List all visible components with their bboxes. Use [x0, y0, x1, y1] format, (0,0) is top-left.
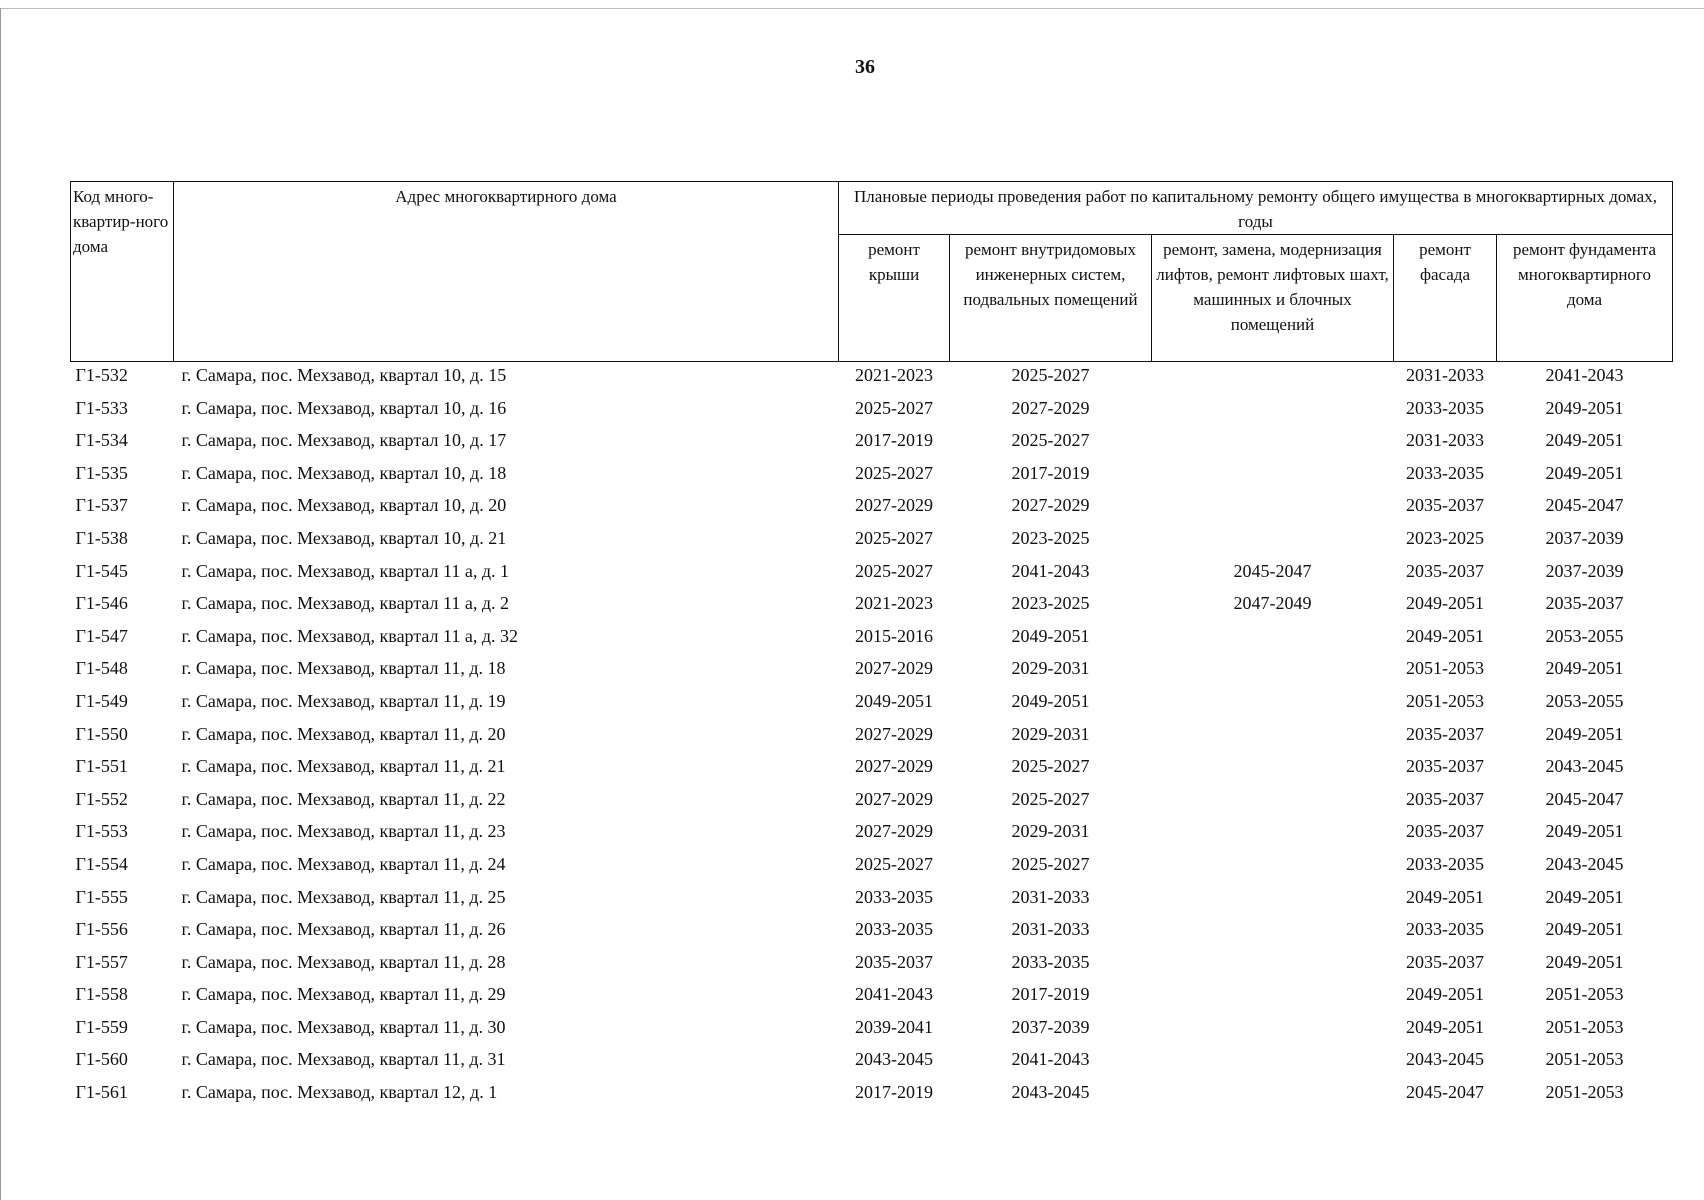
table-row: [71, 884, 1673, 917]
page-number: 36: [855, 56, 875, 78]
table-header: [71, 182, 1673, 362]
lifts-period: [1152, 362, 1394, 395]
systems-period: 2017-2019: [1011, 984, 1090, 1005]
table-row: [71, 460, 1673, 493]
foundation-period: 2041-2043: [1545, 365, 1624, 385]
foundation-period: 2051-2053: [1545, 984, 1624, 1005]
house-code: Г1-557: [75, 951, 128, 972]
table-row: [71, 949, 1673, 982]
house-code: Г1-551: [75, 756, 128, 777]
foundation-period: 2051-2053: [1545, 1016, 1624, 1037]
house-address: г. Самара, пос. Мехзавод, квартал 12, д. 1: [181, 1082, 498, 1103]
table-row: [71, 525, 1673, 558]
house-address: г. Самара, пос. Мехзавод, квартал 11, д. 20: [181, 723, 506, 744]
foundation-period: 2049-2051: [1545, 919, 1624, 940]
house-code: Г1-554: [75, 853, 128, 874]
house-code: Г1-555: [75, 886, 128, 907]
roof-period: 2025-2027: [855, 560, 933, 581]
lifts-period: [1152, 916, 1394, 949]
facade-period: 2031-2033: [1406, 365, 1484, 385]
roof-period: 2025-2027: [855, 397, 933, 418]
facade-period: 2035-2037: [1406, 495, 1484, 516]
lifts-period: [1152, 688, 1394, 721]
table-row: [71, 1079, 1673, 1112]
foundation-period: 2045-2047: [1545, 788, 1624, 809]
roof-period: 2021-2023: [855, 365, 933, 385]
header-foundation: ремонт фундамента многоквартирного дома: [1497, 235, 1673, 362]
facade-period: 2051-2053: [1406, 690, 1484, 711]
systems-period: 2027-2029: [1011, 495, 1090, 516]
house-address: г. Самара, пос. Мехзавод, квартал 10, д. 16: [181, 397, 507, 418]
table-row: [71, 721, 1673, 754]
systems-period: 2033-2035: [1011, 951, 1090, 972]
lifts-period: [1152, 753, 1394, 786]
table-row: [71, 590, 1673, 623]
table-row: [71, 786, 1673, 819]
roof-period: 2033-2035: [855, 886, 933, 907]
foundation-period: 2049-2051: [1545, 821, 1624, 842]
foundation-period: 2049-2051: [1545, 723, 1624, 744]
house-address: г. Самара, пос. Мехзавод, квартал 11, д. 23: [181, 821, 506, 842]
house-address: г. Самара, пос. Мехзавод, квартал 11, д. 31: [181, 1049, 506, 1070]
systems-period: 2037-2039: [1011, 1016, 1090, 1037]
systems-period: 2029-2031: [1011, 821, 1090, 842]
foundation-period: 2045-2047: [1545, 495, 1624, 516]
systems-period: 2027-2029: [1011, 397, 1090, 418]
house-code: Г1-548: [75, 658, 128, 679]
table-body: [71, 362, 1673, 1112]
lifts-period: 2045-2047: [1233, 560, 1312, 581]
systems-period: 2029-2031: [1011, 723, 1090, 744]
facade-period: 2045-2047: [1406, 1082, 1484, 1103]
roof-period: 2025-2027: [855, 462, 933, 483]
table-row: [71, 688, 1673, 721]
roof-period: 2027-2029: [855, 788, 933, 809]
lifts-period: [1152, 525, 1394, 558]
house-address: г. Самара, пос. Мехзавод, квартал 11, д. 24: [181, 853, 506, 874]
lifts-period: 2047-2049: [1233, 593, 1312, 614]
roof-period: 2017-2019: [855, 430, 933, 451]
systems-period: 2023-2025: [1011, 593, 1090, 614]
lifts-period: [1152, 818, 1394, 851]
systems-period: 2025-2027: [1011, 430, 1090, 451]
house-code: Г1-547: [75, 625, 128, 646]
systems-period: 2023-2025: [1011, 527, 1090, 548]
facade-period: 2049-2051: [1406, 593, 1484, 614]
header-facade: ремонт фасада: [1394, 235, 1497, 362]
facade-period: 2035-2037: [1406, 723, 1484, 744]
house-code: Г1-538: [75, 527, 128, 548]
facade-period: 2033-2035: [1406, 397, 1484, 418]
roof-period: 2041-2043: [855, 984, 933, 1005]
house-address: г. Самара, пос. Мехзавод, квартал 10, д. 21: [181, 527, 507, 548]
facade-period: 2049-2051: [1406, 625, 1484, 646]
systems-period: 2025-2027: [1011, 365, 1090, 385]
lifts-period: [1152, 851, 1394, 884]
systems-period: 2025-2027: [1011, 853, 1090, 874]
roof-period: 2035-2037: [855, 951, 933, 972]
house-address: г. Самара, пос. Мехзавод, квартал 11 а, д. 2: [181, 593, 510, 614]
facade-period: 2035-2037: [1406, 788, 1484, 809]
table-row: [71, 492, 1673, 525]
house-code: Г1-550: [75, 723, 128, 744]
facade-period: 2043-2045: [1406, 1049, 1484, 1070]
table-row: [71, 981, 1673, 1014]
house-code: Г1-558: [75, 984, 128, 1005]
table-row: [71, 1046, 1673, 1079]
roof-period: 2027-2029: [855, 723, 933, 744]
house-address: г. Самара, пос. Мехзавод, квартал 11, д. 28: [181, 951, 506, 972]
facade-period: 2035-2037: [1406, 821, 1484, 842]
roof-period: 2021-2023: [855, 593, 933, 614]
roof-period: 2027-2029: [855, 495, 933, 516]
roof-period: 2043-2045: [855, 1049, 933, 1070]
house-address: г. Самара, пос. Мехзавод, квартал 11, д. 26: [181, 919, 506, 940]
capital-repair-table: [70, 181, 1673, 1112]
roof-period: 2015-2016: [855, 625, 933, 646]
house-address: г. Самара, пос. Мехзавод, квартал 11, д. 22: [181, 788, 506, 809]
foundation-period: 2049-2051: [1545, 462, 1624, 483]
lifts-period: [1152, 623, 1394, 656]
lifts-period: [1152, 492, 1394, 525]
foundation-period: 2049-2051: [1545, 886, 1624, 907]
foundation-period: 2051-2053: [1545, 1049, 1624, 1070]
table-row: [71, 1014, 1673, 1047]
roof-period: 2027-2029: [855, 658, 933, 679]
lifts-period: [1152, 395, 1394, 428]
facade-period: 2035-2037: [1406, 951, 1484, 972]
house-code: Г1-535: [75, 462, 128, 483]
header-address: Адрес многоквартирного дома: [174, 182, 839, 362]
roof-period: 2039-2041: [855, 1016, 933, 1037]
table-row: [71, 623, 1673, 656]
house-code: Г1-556: [75, 919, 128, 940]
facade-period: 2049-2051: [1406, 1016, 1484, 1037]
house-code: Г1-560: [75, 1049, 128, 1070]
foundation-period: 2053-2055: [1545, 625, 1624, 646]
lifts-period: [1152, 655, 1394, 688]
facade-period: 2035-2037: [1406, 756, 1484, 777]
facade-period: 2049-2051: [1406, 984, 1484, 1005]
facade-period: 2031-2033: [1406, 430, 1484, 451]
facade-period: 2035-2037: [1406, 560, 1484, 581]
lifts-period: [1152, 786, 1394, 819]
foundation-period: 2035-2037: [1545, 593, 1624, 614]
systems-period: 2041-2043: [1011, 1049, 1090, 1070]
house-code: Г1-561: [75, 1082, 128, 1103]
foundation-period: 2049-2051: [1545, 658, 1624, 679]
table-row: [71, 427, 1673, 460]
systems-period: 2031-2033: [1011, 886, 1090, 907]
header-roof: ремонт крыши: [839, 235, 950, 362]
house-address: г. Самара, пос. Мехзавод, квартал 10, д. 18: [181, 462, 507, 483]
facade-period: 2051-2053: [1406, 658, 1484, 679]
lifts-period: [1152, 884, 1394, 917]
roof-period: 2025-2027: [855, 527, 933, 548]
table-row: [71, 753, 1673, 786]
systems-period: 2049-2051: [1011, 690, 1090, 711]
facade-period: 2033-2035: [1406, 462, 1484, 483]
foundation-period: 2037-2039: [1545, 527, 1624, 548]
house-code: Г1-549: [75, 690, 128, 711]
roof-period: 2027-2029: [855, 756, 933, 777]
table-row: [71, 655, 1673, 688]
house-code: Г1-534: [75, 430, 128, 451]
header-code: Код много-квартир-ного дома: [71, 182, 174, 362]
lifts-period: [1152, 981, 1394, 1014]
lifts-period: [1152, 1079, 1394, 1112]
table-row: [71, 916, 1673, 949]
house-code: Г1-546: [75, 593, 128, 614]
scan-left-edge: [0, 8, 1, 1200]
header-planned-periods: Плановые периоды проведения работ по капитальному ремонту общего имущества в многоквартирных домах, годы: [839, 182, 1673, 235]
systems-period: 2025-2027: [1011, 756, 1090, 777]
facade-period: 2023-2025: [1406, 527, 1484, 548]
house-code: Г1-537: [75, 495, 128, 516]
lifts-period: [1152, 949, 1394, 982]
house-address: г. Самара, пос. Мехзавод, квартал 11, д. 29: [181, 984, 506, 1005]
house-address: г. Самара, пос. Мехзавод, квартал 11 а, д. 32: [181, 625, 519, 646]
lifts-period: [1152, 460, 1394, 493]
foundation-period: 2049-2051: [1545, 430, 1624, 451]
systems-period: 2031-2033: [1011, 919, 1090, 940]
header-lifts: ремонт, замена, модернизация лифтов, ремонт лифтовых шахт, машинных и блочных помещений: [1152, 235, 1394, 362]
house-code: Г1-545: [75, 560, 128, 581]
foundation-period: 2053-2055: [1545, 690, 1624, 711]
systems-period: 2041-2043: [1011, 560, 1090, 581]
lifts-period: [1152, 1046, 1394, 1079]
house-address: г. Самара, пос. Мехзавод, квартал 11, д. 18: [181, 658, 506, 679]
header-systems: ремонт внутридомовых инженерных систем, подвальных помещений: [950, 235, 1152, 362]
house-address: г. Самара, пос. Мехзавод, квартал 11, д. 19: [181, 690, 506, 711]
house-address: г. Самара, пос. Мехзавод, квартал 11 а, д. 1: [181, 560, 510, 581]
foundation-period: 2043-2045: [1545, 756, 1624, 777]
systems-period: 2025-2027: [1011, 788, 1090, 809]
roof-period: 2017-2019: [855, 1082, 933, 1103]
foundation-period: 2051-2053: [1545, 1082, 1624, 1103]
house-code: Г1-553: [75, 821, 128, 842]
table-row: [71, 851, 1673, 884]
house-code: Г1-552: [75, 788, 128, 809]
foundation-period: 2043-2045: [1545, 853, 1624, 874]
roof-period: 2033-2035: [855, 919, 933, 940]
systems-period: 2029-2031: [1011, 658, 1090, 679]
table-row: [71, 558, 1673, 591]
scan-top-edge: [0, 8, 1704, 9]
house-code: Г1-559: [75, 1016, 128, 1037]
roof-period: 2049-2051: [855, 690, 933, 711]
facade-period: 2033-2035: [1406, 853, 1484, 874]
roof-period: 2027-2029: [855, 821, 933, 842]
roof-period: 2025-2027: [855, 853, 933, 874]
foundation-period: 2049-2051: [1545, 397, 1624, 418]
house-code: Г1-533: [75, 397, 128, 418]
lifts-period: [1152, 427, 1394, 460]
systems-period: 2049-2051: [1011, 625, 1090, 646]
systems-period: 2043-2045: [1011, 1082, 1090, 1103]
house-address: г. Самара, пос. Мехзавод, квартал 10, д. 15: [181, 365, 507, 385]
facade-period: 2049-2051: [1406, 886, 1484, 907]
systems-period: 2017-2019: [1011, 462, 1090, 483]
house-address: г. Самара, пос. Мехзавод, квартал 10, д. 20: [181, 495, 507, 516]
lifts-period: [1152, 721, 1394, 754]
table-row: [71, 818, 1673, 851]
facade-period: 2033-2035: [1406, 919, 1484, 940]
table-row: [71, 362, 1673, 395]
foundation-period: 2037-2039: [1545, 560, 1624, 581]
house-address: г. Самара, пос. Мехзавод, квартал 10, д. 17: [181, 430, 507, 451]
house-address: г. Самара, пос. Мехзавод, квартал 11, д. 21: [181, 756, 506, 777]
house-address: г. Самара, пос. Мехзавод, квартал 11, д. 25: [181, 886, 506, 907]
house-address: г. Самара, пос. Мехзавод, квартал 11, д. 30: [181, 1016, 506, 1037]
table-row: [71, 395, 1673, 428]
lifts-period: [1152, 1014, 1394, 1047]
foundation-period: 2049-2051: [1545, 951, 1624, 972]
house-code: Г1-532: [75, 365, 128, 385]
